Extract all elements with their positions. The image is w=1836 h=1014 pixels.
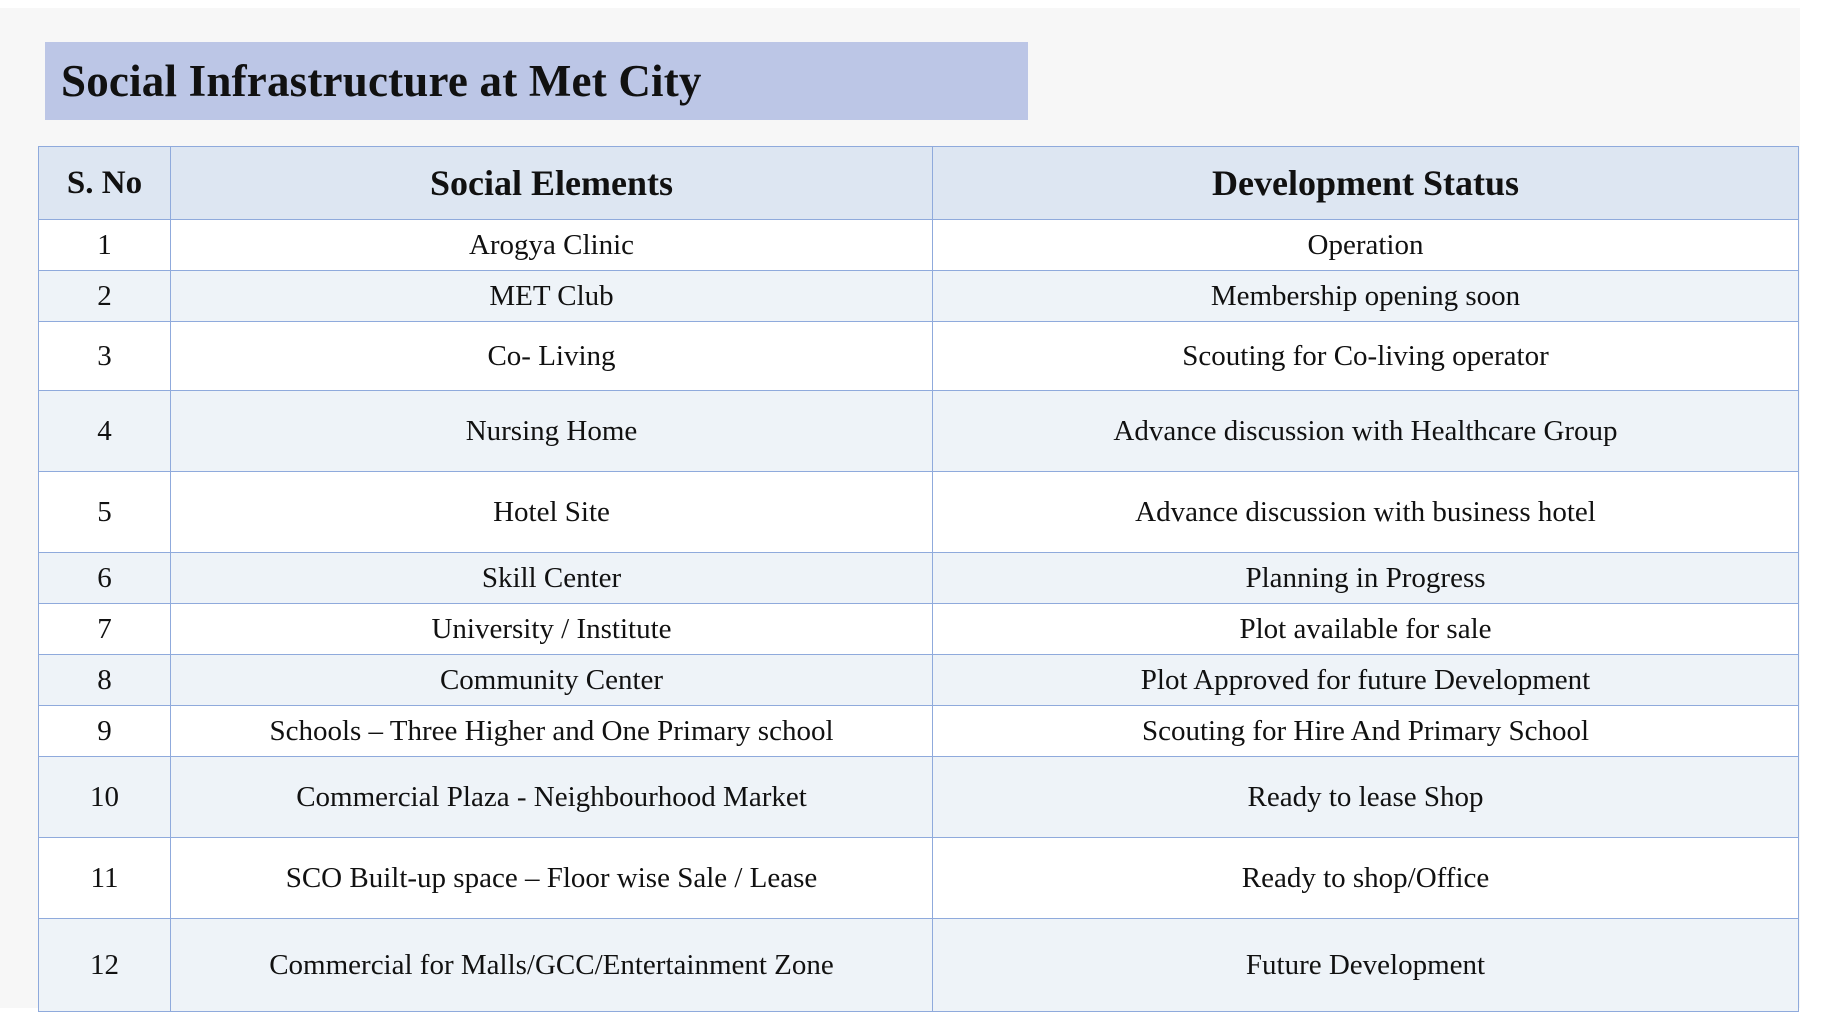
table-row bbox=[39, 322, 1799, 391]
cell-element: SCO Built-up space – Floor wise Sale / Lease bbox=[171, 838, 933, 919]
cell-sno: 7 bbox=[39, 604, 171, 655]
column-header-status: Development Status bbox=[933, 147, 1799, 220]
table-row bbox=[39, 604, 1799, 655]
cell-element: Community Center bbox=[171, 655, 933, 706]
cell-status: Planning in Progress bbox=[933, 553, 1799, 604]
cell-status: Scouting for Co-living operator bbox=[933, 322, 1799, 391]
cell-sno: 2 bbox=[39, 271, 171, 322]
cell-element: MET Club bbox=[171, 271, 933, 322]
table-row bbox=[39, 391, 1799, 472]
cell-sno: 11 bbox=[39, 838, 171, 919]
cell-sno: 6 bbox=[39, 553, 171, 604]
column-header-elements: Social Elements bbox=[171, 147, 933, 220]
table-row bbox=[39, 706, 1799, 757]
cell-status: Future Development bbox=[933, 919, 1799, 1012]
table-row bbox=[39, 655, 1799, 706]
column-header-sno: S. No bbox=[39, 147, 171, 220]
social-infrastructure-table bbox=[38, 146, 1799, 1012]
cell-sno: 8 bbox=[39, 655, 171, 706]
table-header-row bbox=[39, 147, 1799, 220]
cell-status: Membership opening soon bbox=[933, 271, 1799, 322]
cell-status: Plot Approved for future Development bbox=[933, 655, 1799, 706]
table-row bbox=[39, 838, 1799, 919]
cell-element: Arogya Clinic bbox=[171, 220, 933, 271]
cell-status: Scouting for Hire And Primary School bbox=[933, 706, 1799, 757]
cell-sno: 12 bbox=[39, 919, 171, 1012]
cell-status: Plot available for sale bbox=[933, 604, 1799, 655]
cell-element: Schools – Three Higher and One Primary school bbox=[171, 706, 933, 757]
slide-title-banner bbox=[45, 42, 1028, 120]
cell-element: Co- Living bbox=[171, 322, 933, 391]
cell-element: Commercial for Malls/GCC/Entertainment Zone bbox=[171, 919, 933, 1012]
cell-element: Hotel Site bbox=[171, 472, 933, 553]
cell-element: Commercial Plaza - Neighbourhood Market bbox=[171, 757, 933, 838]
cell-sno: 9 bbox=[39, 706, 171, 757]
cell-sno: 4 bbox=[39, 391, 171, 472]
cell-status: Advance discussion with business hotel bbox=[933, 472, 1799, 553]
cell-element: Nursing Home bbox=[171, 391, 933, 472]
table-row bbox=[39, 271, 1799, 322]
cell-element: Skill Center bbox=[171, 553, 933, 604]
table-row bbox=[39, 757, 1799, 838]
table-row bbox=[39, 553, 1799, 604]
cell-sno: 10 bbox=[39, 757, 171, 838]
cell-status: Ready to shop/Office bbox=[933, 838, 1799, 919]
cell-status: Operation bbox=[933, 220, 1799, 271]
cell-status: Ready to lease Shop bbox=[933, 757, 1799, 838]
cell-status: Advance discussion with Healthcare Group bbox=[933, 391, 1799, 472]
cell-sno: 1 bbox=[39, 220, 171, 271]
table-row bbox=[39, 472, 1799, 553]
cell-element: University / Institute bbox=[171, 604, 933, 655]
social-infrastructure-table-container bbox=[38, 146, 1798, 1012]
table-row bbox=[39, 919, 1799, 1012]
cell-sno: 5 bbox=[39, 472, 171, 553]
table-row bbox=[39, 220, 1799, 271]
page-title: Social Infrastructure at Met City bbox=[61, 55, 702, 106]
cell-sno: 3 bbox=[39, 322, 171, 391]
